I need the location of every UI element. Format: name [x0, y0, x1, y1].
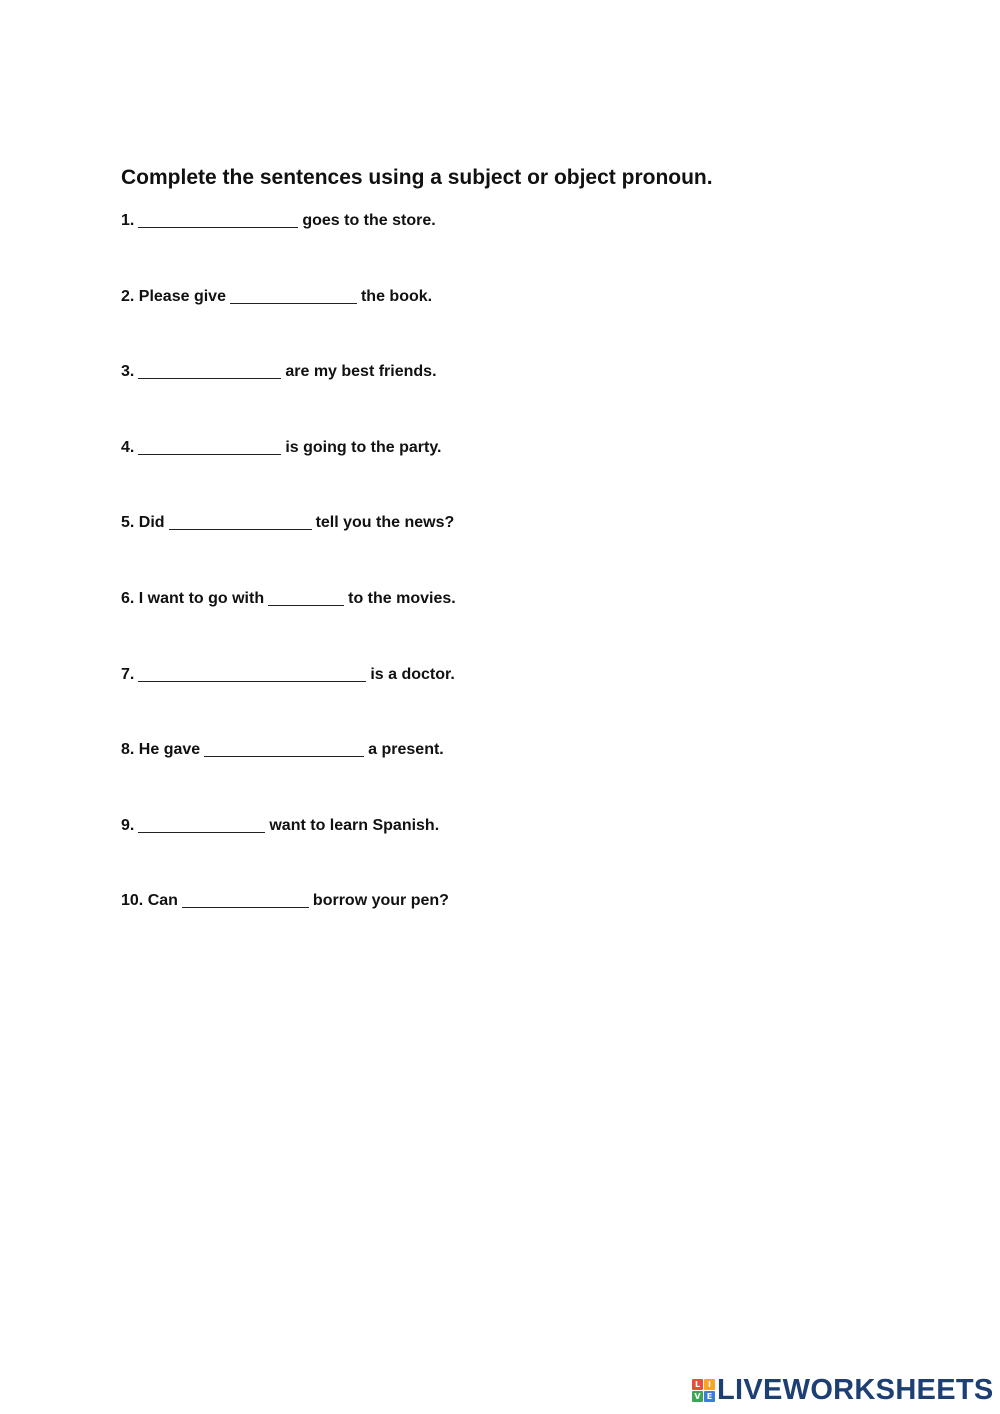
- sentence-prefix: 10. Can: [121, 892, 178, 910]
- sentence-suffix: goes to the store.: [302, 212, 436, 229]
- sentence-suffix: are my best friends.: [285, 363, 437, 381]
- sentence-item: [121, 361, 456, 437]
- sentence-item: [121, 815, 456, 891]
- sentence-item: [121, 512, 456, 588]
- logo-letter: I: [704, 1379, 715, 1390]
- logo-text: LIVEWORKSHEETS: [717, 1373, 994, 1406]
- sentence-suffix: want to learn Spanish.: [269, 816, 440, 834]
- sentence-prefix: 1.: [121, 212, 135, 229]
- answer-blank[interactable]: [138, 361, 281, 379]
- answer-blank[interactable]: [268, 588, 344, 606]
- sentence-item: [121, 890, 456, 966]
- sentence-prefix: 7.: [121, 665, 135, 683]
- sentence-prefix: 9.: [121, 816, 135, 834]
- sentence-item: [121, 588, 456, 664]
- sentence-prefix: 4.: [121, 438, 135, 456]
- sentence-suffix: is a doctor.: [370, 665, 455, 683]
- sentence-item: [121, 286, 456, 362]
- answer-blank[interactable]: [138, 210, 298, 228]
- answer-blank[interactable]: [169, 512, 312, 530]
- sentence-item: [121, 664, 456, 740]
- sentence-prefix: 3.: [121, 363, 135, 381]
- answer-blank[interactable]: [204, 739, 364, 757]
- sentence-item: [121, 437, 456, 513]
- sentence-prefix: 2. Please give: [121, 287, 226, 305]
- answer-blank[interactable]: [138, 437, 281, 455]
- sentence-suffix: to the movies.: [348, 589, 456, 607]
- liveworksheets-logo: [692, 1374, 994, 1406]
- sentence-prefix: 6. I want to go with: [121, 589, 265, 607]
- sentence-item: [121, 210, 456, 286]
- sentence-suffix: is going to the party.: [285, 438, 442, 456]
- sentence-prefix: 5. Did: [121, 514, 165, 532]
- sentence-suffix: a present.: [368, 741, 444, 759]
- logo-letter: L: [692, 1379, 703, 1390]
- exercise-list: [121, 210, 456, 966]
- sentence-item: [121, 739, 456, 815]
- logo-mark-icon: [692, 1379, 715, 1402]
- answer-blank[interactable]: [182, 890, 309, 908]
- sentence-suffix: borrow your pen?: [312, 892, 449, 910]
- sentence-suffix: tell you the news?: [315, 514, 455, 532]
- answer-blank[interactable]: [138, 664, 366, 682]
- answer-blank[interactable]: [138, 815, 265, 833]
- logo-letter: E: [704, 1391, 715, 1402]
- worksheet-title: Complete the sentences using a subject or object pronoun.: [121, 166, 713, 189]
- sentence-prefix: 8. He gave: [121, 741, 201, 759]
- sentence-suffix: the book.: [360, 287, 433, 305]
- logo-letter: V: [692, 1391, 703, 1402]
- answer-blank[interactable]: [230, 286, 357, 304]
